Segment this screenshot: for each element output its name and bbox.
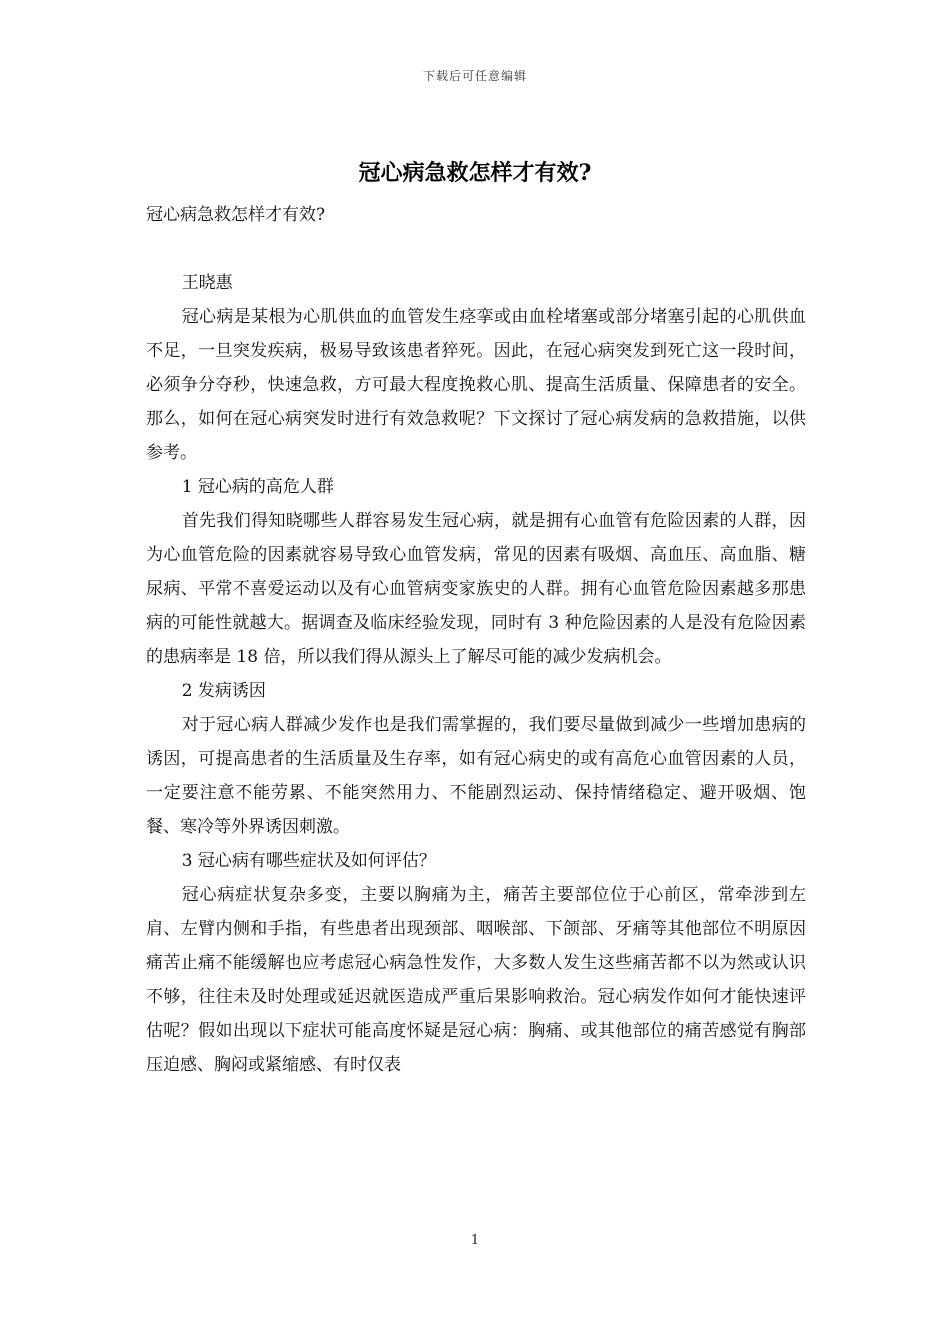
section-paragraph: 对于冠心病人群减少发作也是我们需掌握的，我们要尽量做到减少一些增加患病的诱因，可提高患者的生活质量及生存率，如有冠心病史的或有高危心血管因素的人员，一定要注意不能劳累、不能突然用力、不能剧烈运动、保持情绪稳定、避开吸烟、饱餐、寒冷等外界诱因刺激。 <box>146 715 806 837</box>
document-title: 冠心病急救怎样才有效? <box>358 160 592 186</box>
section-heading: 1 冠心病的高危人群 <box>181 477 334 497</box>
intro-paragraph: 冠心病是某根为心肌供血的血管发生痉挛或由血栓堵塞或部分堵塞引起的心肌供血不足，一旦突发疾病，极易导致该患者猝死。因此，在冠心病突发到死亡这一段时间，必须争分夺秒，快速急救，方可最大程度挽救心肌、提高生活质量、保障患者的安全。那么，如何在冠心病突发时进行有效急救呢？下文探讨了冠心病发病的急救措施，以供参考。 <box>146 307 806 463</box>
blank-line <box>146 232 806 266</box>
document-subtitle: 冠心病急救怎样才有效? <box>146 205 326 225</box>
page-number: 1 <box>470 1233 480 1248</box>
document-body <box>146 198 806 1082</box>
section-paragraph: 冠心病症状复杂多变，主要以胸痛为主，痛苦主要部位位于心前区，常牵涉到左肩、左臂内侧和手指，有些患者出现颈部、咽喉部、下颌部、牙痛等其他部位不明原因痛苦止痛不能缓解也应考虑冠心病急性发作，大多数人发生这些痛苦都不以为然或认识不够，往往未及时处理或延迟就医造成严重后果影响救治。冠心病发作如何才能快速评估呢？假如出现以下症状可能高度怀疑是冠心病：胸痛、或其他部位的痛苦感觉有胸部压迫感、胸闷或紧缩感、有时仅表 <box>146 885 806 1075</box>
author-name: 王晓惠 <box>181 273 233 293</box>
section-paragraph: 首先我们得知晓哪些人群容易发生冠心病，就是拥有心血管有危险因素的人群，因为心血管危险的因素就容易导致心血管发病，常见的因素有吸烟、高血压、高血脂、糖尿病、平常不喜爱运动以及有心血管病变家族史的人群。拥有心血管危险因素越多那患病的可能性就越大。据调查及临床经验发现，同时有 3 种危险因素的人是没有危险因素的患病率是 18 倍，所以我们得从源头上了解尽可能的减少发病机会。 <box>146 511 806 667</box>
section-heading: 3 冠心病有哪些症状及如何评估？ <box>181 851 436 871</box>
page-header-note: 下载后可任意编辑 <box>422 69 527 83</box>
section-heading: 2 发病诱因 <box>181 681 266 701</box>
